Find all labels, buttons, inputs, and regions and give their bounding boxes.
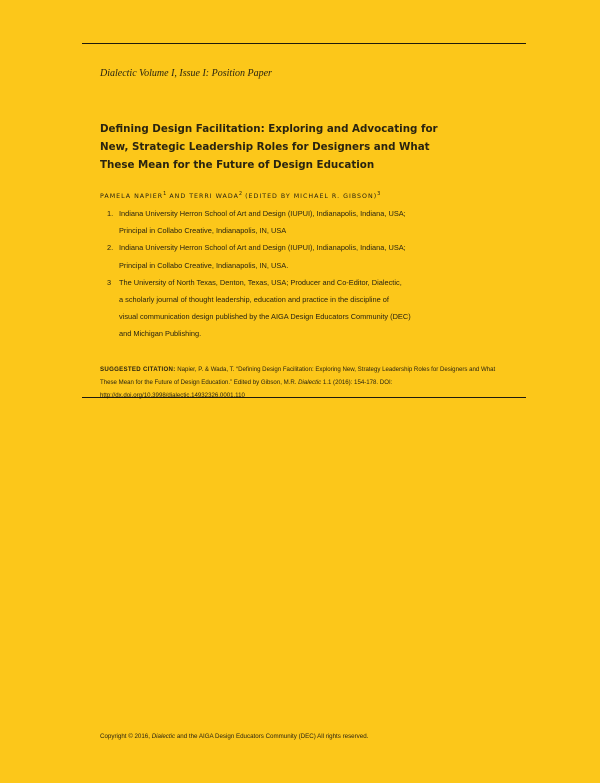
affiliation-line: Indiana University Herron School of Art and Design (IUPUI), Indianapolis, Indiana, USA; bbox=[119, 243, 406, 253]
affiliation-number: 3 bbox=[107, 277, 112, 287]
affiliation-line: Indiana University Herron School of Art and Design (IUPUI), Indianapolis, Indiana, USA; bbox=[119, 209, 406, 218]
copyright-prefix: Copyright © 2016, bbox=[100, 733, 150, 740]
journal-issue-line: Dialectic Volume I, Issue I: Position Paper bbox=[100, 68, 272, 79]
affiliation-list bbox=[100, 205, 500, 343]
affiliation-line: a scholarly journal of thought leadership, education and practice in the discipline of bbox=[119, 295, 389, 305]
title-line: New, Strategic Leadership Roles for Designers and What bbox=[100, 141, 430, 153]
paper-title bbox=[100, 120, 480, 174]
affiliation-line: visual communication design published by the AIGA Design Educators Community (DEC) bbox=[119, 312, 411, 322]
affiliation-item bbox=[100, 274, 500, 343]
citation-doi: 1.1 (2016): 154-178. DOI: http://dx.doi.org/10.3998/dialectic.14932326.0001.110 bbox=[100, 378, 393, 399]
author-name: PAMELA NAPIER bbox=[100, 193, 164, 201]
copyright-suffix: and the AIGA Design Educators Community (DEC) All rights reserved. bbox=[176, 733, 369, 740]
editor-credit: (EDITED BY MICHAEL R. GIBSON) bbox=[245, 193, 378, 201]
author-footnote-mark: 1 bbox=[163, 191, 167, 197]
title-line: These Mean for the Future of Design Education bbox=[100, 159, 375, 171]
affiliation-line: Principal in Collabo Creative, Indianapolis, IN, USA. bbox=[119, 260, 289, 270]
author-name: TERRI WADA bbox=[189, 193, 239, 201]
affiliation-line: and Michigan Publishing. bbox=[119, 329, 202, 339]
bottom-rule bbox=[82, 397, 526, 398]
top-rule bbox=[82, 43, 526, 44]
affiliation-number: 2. bbox=[107, 243, 114, 253]
affiliation-number: 1. bbox=[107, 209, 114, 218]
author-line bbox=[100, 191, 380, 200]
affiliation-item bbox=[100, 205, 500, 239]
affiliation-item bbox=[100, 239, 500, 273]
copyright-journal: Dialectic bbox=[151, 733, 176, 740]
author-conjunction: AND bbox=[169, 193, 187, 201]
citation-journal: Dialectic bbox=[298, 378, 322, 386]
copyright-notice bbox=[100, 733, 368, 740]
author-footnote-mark: 3 bbox=[377, 191, 381, 197]
affiliation-line: The University of North Texas, Denton, Texas, USA; Producer and Co-Editor, Dialectic, bbox=[119, 277, 402, 287]
affiliation-line: Principal in Collabo Creative, Indianapolis, IN, USA bbox=[119, 226, 287, 236]
title-line: Defining Design Facilitation: Exploring and Advocating for bbox=[100, 123, 438, 135]
citation-text: Napier, P. & Wada, T. “Defining Design Facilitation: Exploring New, Strategy Leadership Roles for Designers and What These Mean for the Future of Design Education.” Edited by Gibson, M.R. bbox=[100, 366, 496, 386]
citation-label: SUGGESTED CITATION: bbox=[100, 366, 176, 373]
author-footnote-mark: 2 bbox=[238, 191, 243, 197]
